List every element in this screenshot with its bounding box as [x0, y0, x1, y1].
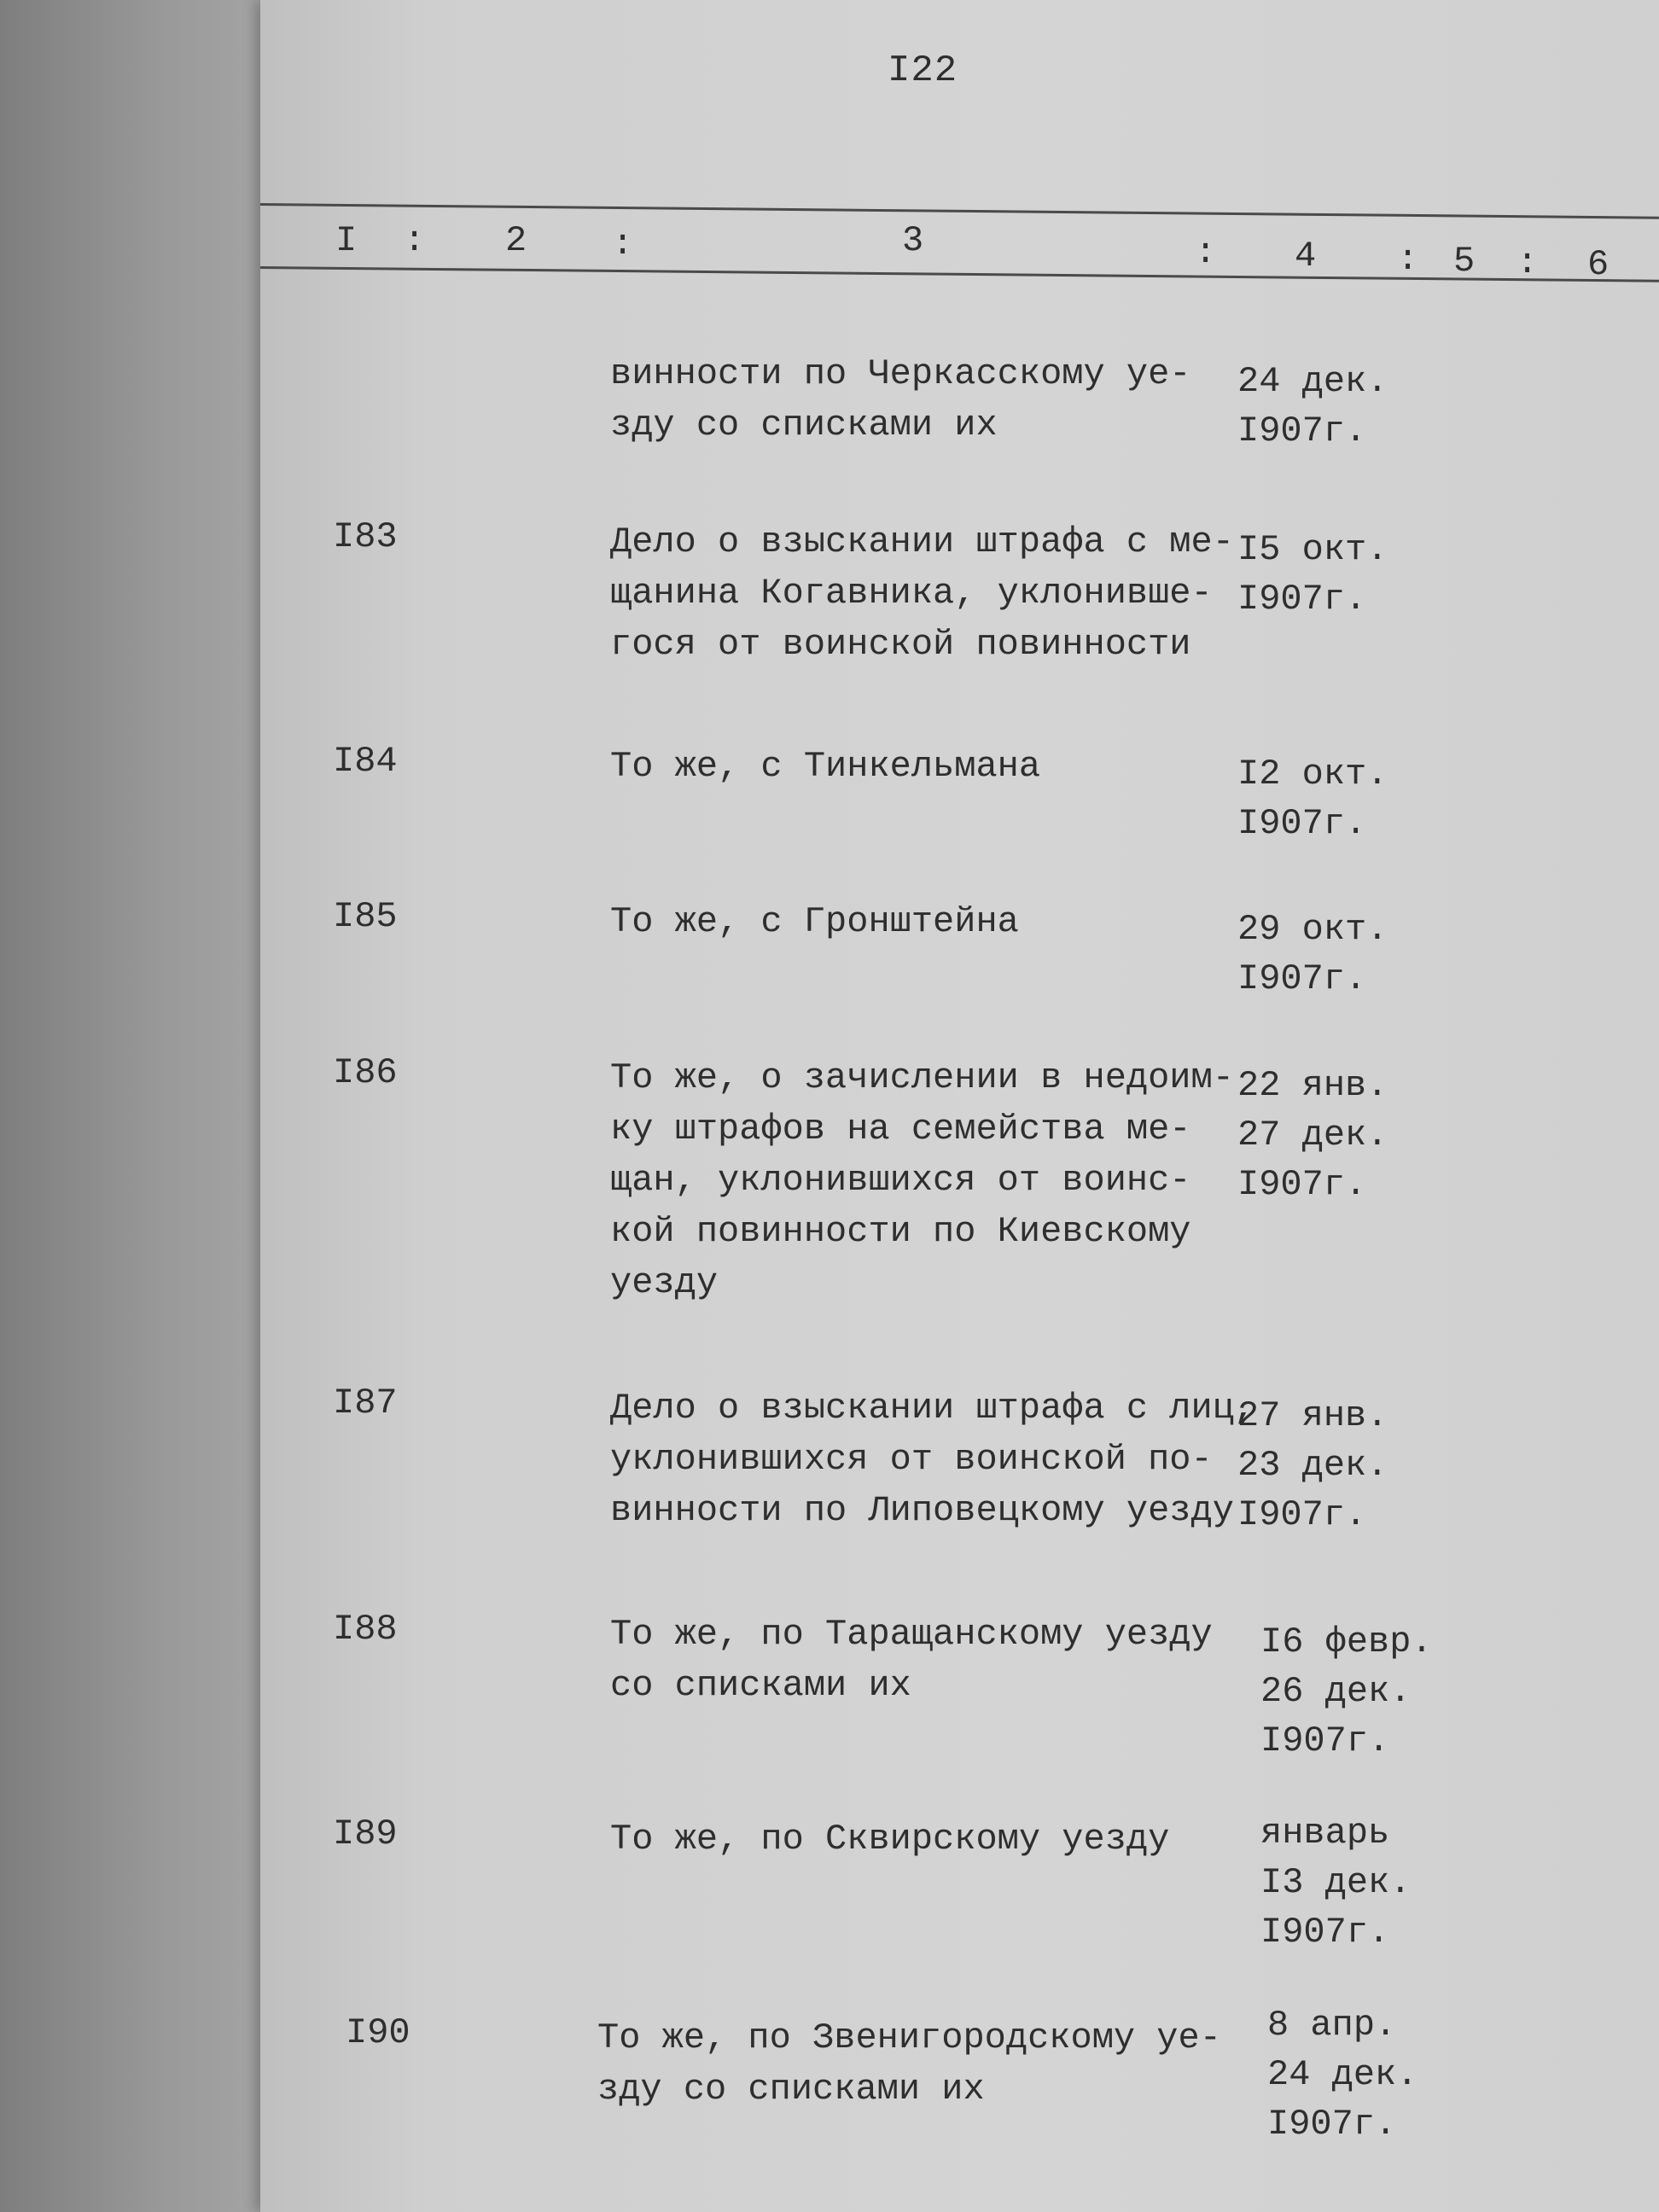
column-header-4: 4 [1295, 236, 1317, 276]
entry-number: I86 [333, 1052, 398, 1093]
column-separator: : [1397, 239, 1419, 280]
entry-number: I87 [333, 1382, 398, 1423]
page-number: I22 [888, 49, 958, 92]
entry-date: 8 апр. 24 дек. I907г. [1267, 2005, 1418, 2145]
entry-description: винности по Черкасскому уе- зду со списками их [610, 353, 1191, 445]
entry-description: Дело о взыскании штрафа с ме- щанина Когавника, уклонивше- гося от воинской повинности [610, 521, 1234, 665]
entry-date: 24 дек. I907г. [1237, 361, 1388, 451]
column-header-3: 3 [902, 220, 924, 261]
previous-page-edge [0, 0, 282, 2212]
column-separator: : [1195, 232, 1217, 273]
entry-number: I90 [346, 2012, 410, 2053]
column-separator: : [612, 224, 634, 265]
entry-number: I88 [333, 1609, 398, 1650]
entry-date: I6 февр. 26 дек. I907г. [1260, 1621, 1433, 1761]
column-header-5: 5 [1453, 241, 1476, 282]
entry-date: 27 янв. 23 дек. I907г. [1237, 1395, 1388, 1535]
entry-description: То же, по Таращанскому уезду со списками их [610, 1614, 1213, 1706]
entry-date: 29 окт. I907г. [1237, 909, 1388, 999]
entry-number: I85 [333, 896, 398, 937]
entry-description: Дело о взыскании штрафа с лиц, уклонившихся от воинской по- винности по Липовецкому уезду [610, 1388, 1256, 1531]
entry-date: январь I3 дек. I907г. [1260, 1813, 1412, 1953]
entry-description: То же, о зачислении в недоим- ку штрафов на семейства ме- щан, уклонившихся от воинс- кой повинности по Киевскому уезду [610, 1057, 1234, 1303]
entry-number: I84 [333, 741, 398, 782]
entry-description: То же, по Звенигородскому уе- зду со списками их [597, 2017, 1221, 2110]
entry-description: То же, по Сквирскому уезду [610, 1819, 1170, 1860]
entry-description: То же, с Тинкельмана [610, 746, 1041, 787]
entry-date: I5 окт. I907г. [1237, 529, 1388, 620]
entry-date: I2 окт. I907г. [1237, 754, 1388, 844]
column-header-1: I [335, 220, 358, 261]
column-separator: : [1516, 242, 1539, 283]
entry-number: I83 [333, 516, 398, 557]
entry-number: I89 [333, 1813, 398, 1854]
entry-description: То же, с Гронштейна [610, 901, 1019, 942]
entry-date: 22 янв. 27 дек. I907г. [1237, 1065, 1388, 1205]
column-separator: : [404, 220, 426, 261]
column-header-2: 2 [505, 220, 527, 261]
column-header-6: 6 [1587, 244, 1610, 285]
